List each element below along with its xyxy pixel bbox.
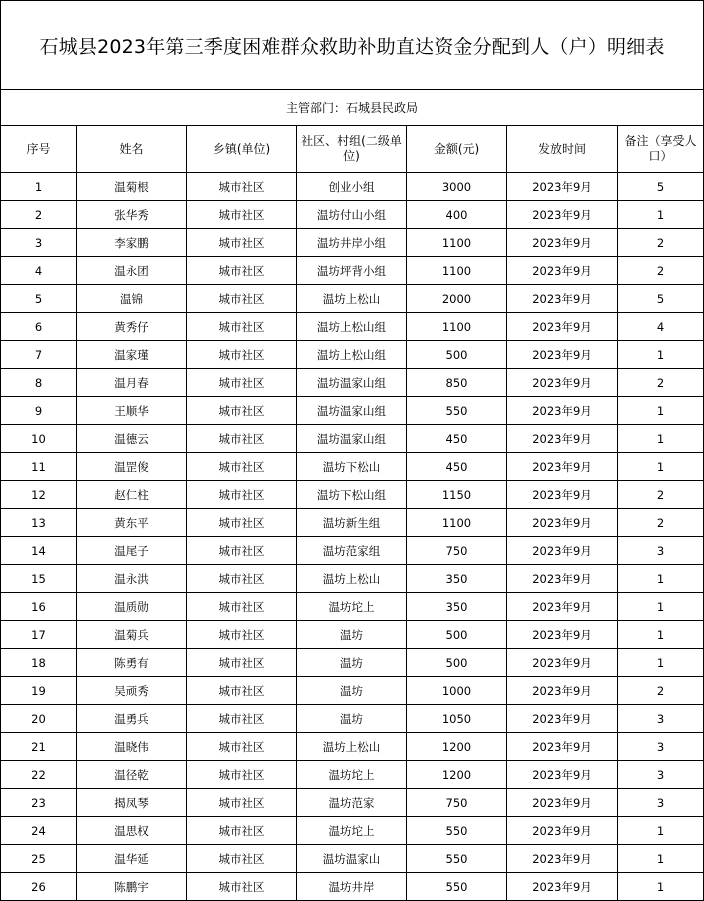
cell-remark: 1 bbox=[618, 817, 704, 845]
table-row bbox=[1, 705, 704, 733]
cell-community: 温坊新生组 bbox=[297, 509, 407, 537]
header-cell-remark: 备注（享受人口） bbox=[618, 126, 704, 173]
cell-name: 温尾子 bbox=[77, 537, 187, 565]
cell-township: 城市社区 bbox=[187, 537, 297, 565]
cell-community: 温坊温家山组 bbox=[297, 425, 407, 453]
cell-remark: 1 bbox=[618, 621, 704, 649]
cell-date: 2023年9月 bbox=[507, 593, 618, 621]
cell-remark: 1 bbox=[618, 845, 704, 873]
cell-remark: 2 bbox=[618, 229, 704, 257]
cell-community: 温坊 bbox=[297, 705, 407, 733]
cell-remark: 3 bbox=[618, 733, 704, 761]
cell-date: 2023年9月 bbox=[507, 397, 618, 425]
cell-index: 12 bbox=[1, 481, 77, 509]
cell-name: 李家鹏 bbox=[77, 229, 187, 257]
cell-township: 城市社区 bbox=[187, 201, 297, 229]
cell-remark: 1 bbox=[618, 873, 704, 901]
cell-community: 温坊上松山组 bbox=[297, 313, 407, 341]
cell-name: 温华延 bbox=[77, 845, 187, 873]
table-row bbox=[1, 453, 704, 481]
cell-name: 揭凤琴 bbox=[77, 789, 187, 817]
cell-index: 22 bbox=[1, 761, 77, 789]
cell-amount: 1150 bbox=[407, 481, 507, 509]
cell-date: 2023年9月 bbox=[507, 621, 618, 649]
cell-index: 8 bbox=[1, 369, 77, 397]
cell-community: 温坊范家组 bbox=[297, 537, 407, 565]
cell-date: 2023年9月 bbox=[507, 201, 618, 229]
cell-township: 城市社区 bbox=[187, 845, 297, 873]
cell-name: 温菊兵 bbox=[77, 621, 187, 649]
cell-amount: 1200 bbox=[407, 733, 507, 761]
cell-amount: 350 bbox=[407, 565, 507, 593]
cell-index: 21 bbox=[1, 733, 77, 761]
cell-township: 城市社区 bbox=[187, 789, 297, 817]
table-row bbox=[1, 285, 704, 313]
cell-amount: 3000 bbox=[407, 173, 507, 201]
cell-amount: 750 bbox=[407, 789, 507, 817]
table-row bbox=[1, 313, 704, 341]
cell-amount: 550 bbox=[407, 873, 507, 901]
cell-community: 温坊温家山 bbox=[297, 845, 407, 873]
table-row bbox=[1, 425, 704, 453]
cell-name: 王顺华 bbox=[77, 397, 187, 425]
table-row bbox=[1, 229, 704, 257]
cell-township: 城市社区 bbox=[187, 313, 297, 341]
cell-date: 2023年9月 bbox=[507, 649, 618, 677]
cell-remark: 2 bbox=[618, 509, 704, 537]
cell-name: 温思权 bbox=[77, 817, 187, 845]
table-row bbox=[1, 761, 704, 789]
cell-index: 15 bbox=[1, 565, 77, 593]
cell-remark: 1 bbox=[618, 649, 704, 677]
table-row bbox=[1, 621, 704, 649]
cell-township: 城市社区 bbox=[187, 229, 297, 257]
cell-date: 2023年9月 bbox=[507, 173, 618, 201]
cell-remark: 1 bbox=[618, 341, 704, 369]
cell-date: 2023年9月 bbox=[507, 565, 618, 593]
cell-amount: 1100 bbox=[407, 257, 507, 285]
cell-remark: 1 bbox=[618, 565, 704, 593]
cell-date: 2023年9月 bbox=[507, 509, 618, 537]
cell-amount: 500 bbox=[407, 621, 507, 649]
cell-amount: 550 bbox=[407, 845, 507, 873]
cell-amount: 550 bbox=[407, 817, 507, 845]
table-row bbox=[1, 369, 704, 397]
cell-index: 26 bbox=[1, 873, 77, 901]
cell-community: 温坊坨上 bbox=[297, 817, 407, 845]
table-row bbox=[1, 565, 704, 593]
cell-date: 2023年9月 bbox=[507, 453, 618, 481]
table-row bbox=[1, 257, 704, 285]
cell-remark: 1 bbox=[618, 593, 704, 621]
cell-name: 温永洪 bbox=[77, 565, 187, 593]
cell-amount: 450 bbox=[407, 425, 507, 453]
cell-index: 5 bbox=[1, 285, 77, 313]
cell-index: 24 bbox=[1, 817, 77, 845]
cell-township: 城市社区 bbox=[187, 873, 297, 901]
table-row bbox=[1, 201, 704, 229]
cell-community: 温坊下松山组 bbox=[297, 481, 407, 509]
cell-amount: 550 bbox=[407, 397, 507, 425]
cell-index: 25 bbox=[1, 845, 77, 873]
cell-amount: 500 bbox=[407, 649, 507, 677]
cell-amount: 1200 bbox=[407, 761, 507, 789]
cell-township: 城市社区 bbox=[187, 285, 297, 313]
table-row bbox=[1, 845, 704, 873]
cell-community: 温坊温家山组 bbox=[297, 369, 407, 397]
table-row bbox=[1, 677, 704, 705]
cell-township: 城市社区 bbox=[187, 565, 297, 593]
cell-name: 陈鹏宇 bbox=[77, 873, 187, 901]
cell-index: 17 bbox=[1, 621, 77, 649]
cell-index: 16 bbox=[1, 593, 77, 621]
table-row bbox=[1, 481, 704, 509]
table-row bbox=[1, 817, 704, 845]
cell-name: 陈勇有 bbox=[77, 649, 187, 677]
cell-community: 温坊下松山 bbox=[297, 453, 407, 481]
cell-index: 13 bbox=[1, 509, 77, 537]
cell-name: 温家瑾 bbox=[77, 341, 187, 369]
cell-community: 温坊上松山组 bbox=[297, 341, 407, 369]
cell-amount: 1100 bbox=[407, 229, 507, 257]
cell-amount: 1000 bbox=[407, 677, 507, 705]
cell-amount: 500 bbox=[407, 341, 507, 369]
cell-community: 温坊井岸小组 bbox=[297, 229, 407, 257]
cell-index: 20 bbox=[1, 705, 77, 733]
cell-index: 18 bbox=[1, 649, 77, 677]
cell-index: 1 bbox=[1, 173, 77, 201]
cell-index: 10 bbox=[1, 425, 77, 453]
cell-community: 温坊坪背小组 bbox=[297, 257, 407, 285]
cell-name: 温质勋 bbox=[77, 593, 187, 621]
cell-community: 温坊付山小组 bbox=[297, 201, 407, 229]
cell-township: 城市社区 bbox=[187, 593, 297, 621]
cell-date: 2023年9月 bbox=[507, 285, 618, 313]
cell-remark: 2 bbox=[618, 677, 704, 705]
cell-amount: 1100 bbox=[407, 313, 507, 341]
header-cell-community: 社区、村组(二级单位) bbox=[297, 126, 407, 173]
table-row bbox=[1, 397, 704, 425]
cell-index: 3 bbox=[1, 229, 77, 257]
cell-township: 城市社区 bbox=[187, 733, 297, 761]
cell-name: 温晓伟 bbox=[77, 733, 187, 761]
cell-name: 黄东平 bbox=[77, 509, 187, 537]
cell-amount: 850 bbox=[407, 369, 507, 397]
cell-community: 温坊 bbox=[297, 649, 407, 677]
cell-township: 城市社区 bbox=[187, 649, 297, 677]
table-row bbox=[1, 649, 704, 677]
cell-amount: 350 bbox=[407, 593, 507, 621]
cell-remark: 5 bbox=[618, 285, 704, 313]
page-title: 石城县2023年第三季度困难群众救助补助直达资金分配到人（户）明细表 bbox=[1, 1, 704, 90]
cell-index: 2 bbox=[1, 201, 77, 229]
cell-date: 2023年9月 bbox=[507, 705, 618, 733]
cell-date: 2023年9月 bbox=[507, 229, 618, 257]
cell-remark: 2 bbox=[618, 257, 704, 285]
cell-remark: 2 bbox=[618, 481, 704, 509]
cell-township: 城市社区 bbox=[187, 397, 297, 425]
cell-index: 6 bbox=[1, 313, 77, 341]
cell-township: 城市社区 bbox=[187, 453, 297, 481]
cell-date: 2023年9月 bbox=[507, 873, 618, 901]
cell-date: 2023年9月 bbox=[507, 425, 618, 453]
cell-community: 温坊上松山 bbox=[297, 733, 407, 761]
cell-remark: 1 bbox=[618, 425, 704, 453]
table-row bbox=[1, 733, 704, 761]
cell-date: 2023年9月 bbox=[507, 817, 618, 845]
cell-community: 创业小组 bbox=[297, 173, 407, 201]
cell-township: 城市社区 bbox=[187, 481, 297, 509]
table-row bbox=[1, 873, 704, 901]
cell-date: 2023年9月 bbox=[507, 369, 618, 397]
cell-community: 温坊范家 bbox=[297, 789, 407, 817]
cell-index: 23 bbox=[1, 789, 77, 817]
cell-township: 城市社区 bbox=[187, 677, 297, 705]
cell-date: 2023年9月 bbox=[507, 481, 618, 509]
table-row bbox=[1, 509, 704, 537]
cell-community: 温坊坨上 bbox=[297, 593, 407, 621]
cell-community: 温坊上松山 bbox=[297, 565, 407, 593]
cell-index: 9 bbox=[1, 397, 77, 425]
cell-name: 温永团 bbox=[77, 257, 187, 285]
cell-name: 吴顽秀 bbox=[77, 677, 187, 705]
cell-amount: 2000 bbox=[407, 285, 507, 313]
table-row bbox=[1, 341, 704, 369]
cell-amount: 400 bbox=[407, 201, 507, 229]
header-cell-amount: 金额(元) bbox=[407, 126, 507, 173]
cell-index: 11 bbox=[1, 453, 77, 481]
cell-township: 城市社区 bbox=[187, 173, 297, 201]
cell-name: 温罡俊 bbox=[77, 453, 187, 481]
cell-name: 温德云 bbox=[77, 425, 187, 453]
cell-name: 温锦 bbox=[77, 285, 187, 313]
table-row bbox=[1, 537, 704, 565]
cell-date: 2023年9月 bbox=[507, 313, 618, 341]
cell-date: 2023年9月 bbox=[507, 537, 618, 565]
cell-township: 城市社区 bbox=[187, 817, 297, 845]
table-row bbox=[1, 593, 704, 621]
department-line: 主管部门：石城县民政局 bbox=[1, 90, 704, 126]
cell-township: 城市社区 bbox=[187, 341, 297, 369]
cell-name: 张华秀 bbox=[77, 201, 187, 229]
cell-township: 城市社区 bbox=[187, 621, 297, 649]
header-cell-township: 乡镇(单位) bbox=[187, 126, 297, 173]
cell-amount: 1100 bbox=[407, 509, 507, 537]
cell-remark: 3 bbox=[618, 705, 704, 733]
header-cell-index: 序号 bbox=[1, 126, 77, 173]
cell-index: 4 bbox=[1, 257, 77, 285]
cell-date: 2023年9月 bbox=[507, 845, 618, 873]
cell-community: 温坊 bbox=[297, 677, 407, 705]
cell-name: 黄秀仔 bbox=[77, 313, 187, 341]
cell-name: 赵仁柱 bbox=[77, 481, 187, 509]
cell-remark: 2 bbox=[618, 369, 704, 397]
table-row bbox=[1, 173, 704, 201]
cell-amount: 450 bbox=[407, 453, 507, 481]
cell-index: 7 bbox=[1, 341, 77, 369]
cell-township: 城市社区 bbox=[187, 369, 297, 397]
cell-name: 温勇兵 bbox=[77, 705, 187, 733]
cell-index: 14 bbox=[1, 537, 77, 565]
cell-township: 城市社区 bbox=[187, 425, 297, 453]
cell-remark: 5 bbox=[618, 173, 704, 201]
cell-remark: 4 bbox=[618, 313, 704, 341]
cell-community: 温坊上松山 bbox=[297, 285, 407, 313]
cell-community: 温坊井岸 bbox=[297, 873, 407, 901]
cell-date: 2023年9月 bbox=[507, 733, 618, 761]
table-header-row bbox=[1, 126, 704, 173]
cell-township: 城市社区 bbox=[187, 761, 297, 789]
cell-name: 温径乾 bbox=[77, 761, 187, 789]
cell-remark: 1 bbox=[618, 201, 704, 229]
header-cell-name: 姓名 bbox=[77, 126, 187, 173]
cell-community: 温坊温家山组 bbox=[297, 397, 407, 425]
cell-date: 2023年9月 bbox=[507, 761, 618, 789]
cell-date: 2023年9月 bbox=[507, 257, 618, 285]
cell-date: 2023年9月 bbox=[507, 677, 618, 705]
cell-date: 2023年9月 bbox=[507, 789, 618, 817]
cell-remark: 1 bbox=[618, 397, 704, 425]
cell-community: 温坊坨上 bbox=[297, 761, 407, 789]
cell-date: 2023年9月 bbox=[507, 341, 618, 369]
cell-remark: 3 bbox=[618, 761, 704, 789]
cell-remark: 3 bbox=[618, 789, 704, 817]
cell-amount: 1050 bbox=[407, 705, 507, 733]
cell-township: 城市社区 bbox=[187, 509, 297, 537]
cell-community: 温坊 bbox=[297, 621, 407, 649]
cell-remark: 3 bbox=[618, 537, 704, 565]
cell-index: 19 bbox=[1, 677, 77, 705]
cell-name: 温菊根 bbox=[77, 173, 187, 201]
cell-township: 城市社区 bbox=[187, 257, 297, 285]
cell-name: 温月春 bbox=[77, 369, 187, 397]
cell-amount: 750 bbox=[407, 537, 507, 565]
cell-remark: 1 bbox=[618, 453, 704, 481]
table-row bbox=[1, 789, 704, 817]
cell-township: 城市社区 bbox=[187, 705, 297, 733]
header-cell-date: 发放时间 bbox=[507, 126, 618, 173]
